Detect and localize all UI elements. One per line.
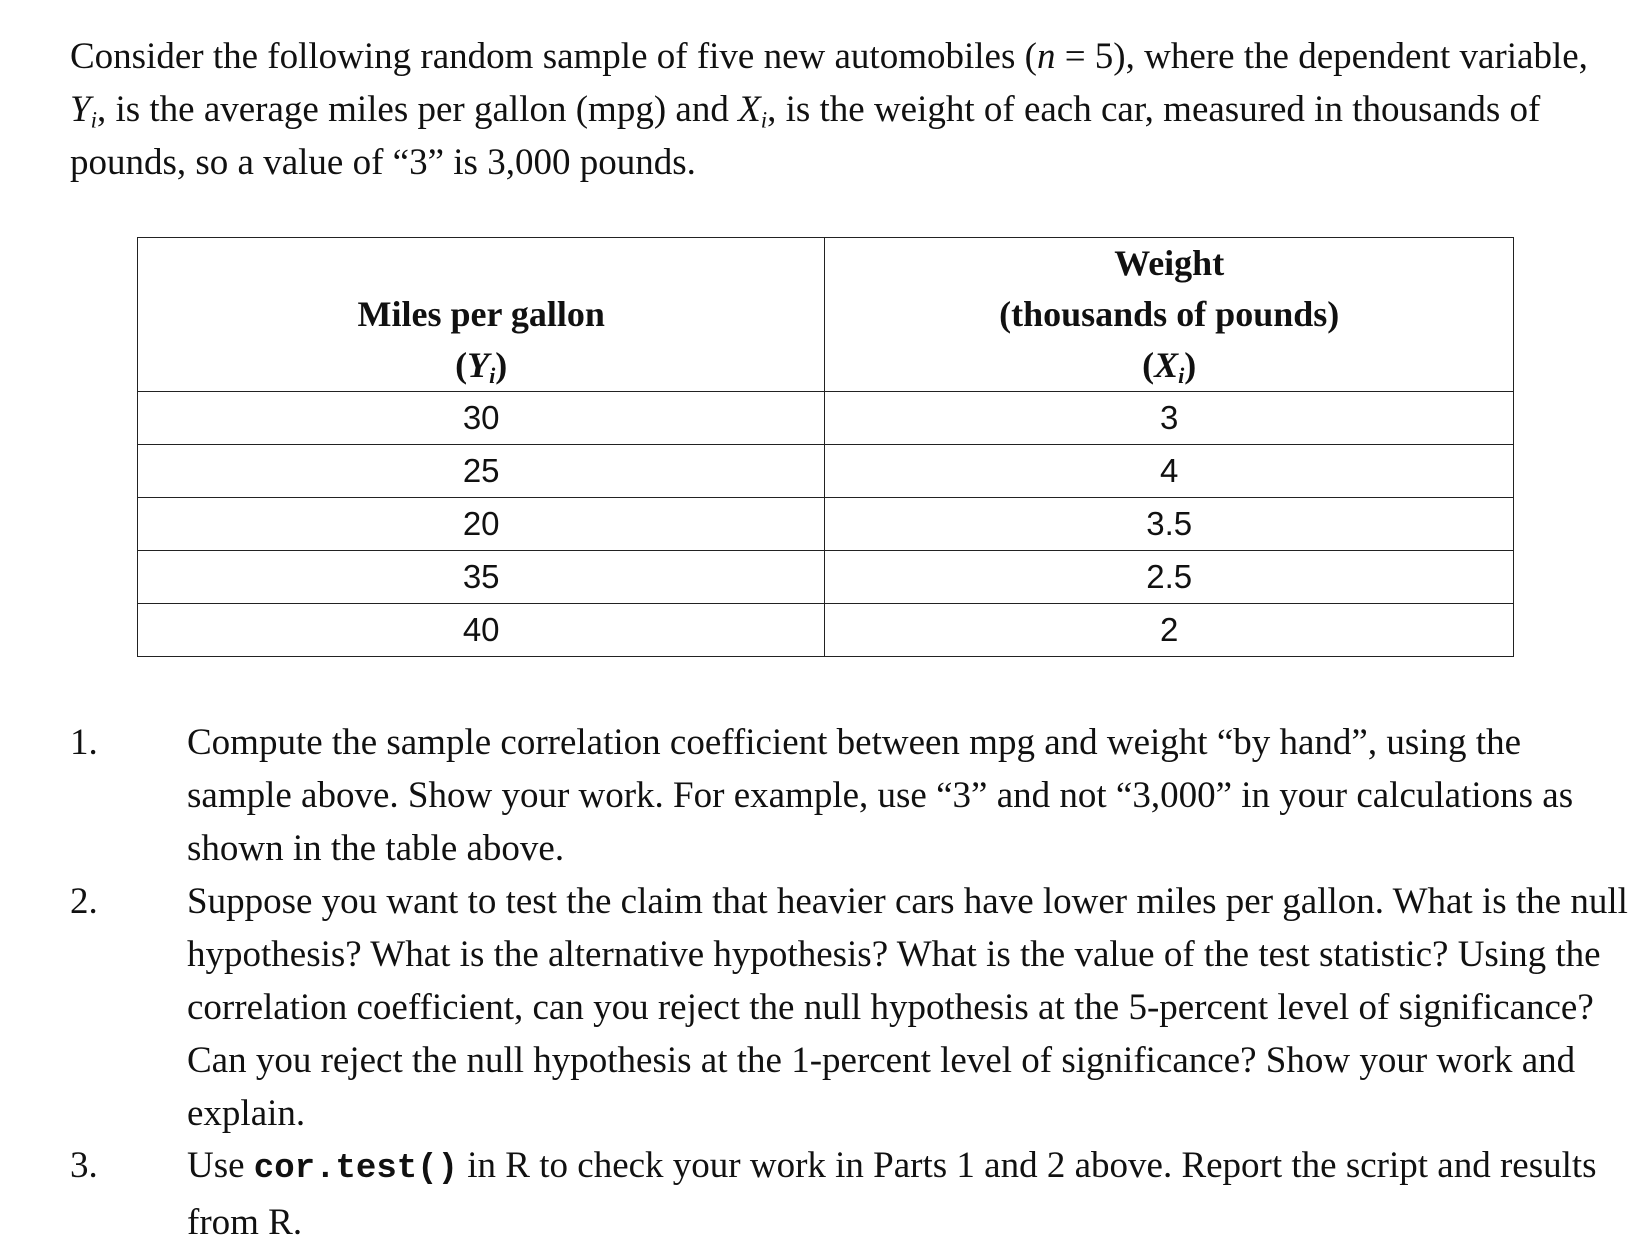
question-number: 1. xyxy=(70,722,98,763)
table-row xyxy=(138,445,1514,498)
table-row xyxy=(138,604,1514,657)
weight-header-symbol: $(X_i)$ xyxy=(1142,345,1197,389)
intro-text-2: = 5), where the dependent variable, xyxy=(1055,36,1588,77)
weight-cell: 3.5 xyxy=(825,498,1514,551)
mpg-header-symbol: $(Y_i)$ xyxy=(455,345,508,389)
question-2 xyxy=(70,875,1630,1140)
mpg-header-label: Miles per gallon xyxy=(357,294,605,334)
data-table xyxy=(137,237,1514,657)
y-subscript: i xyxy=(90,107,97,133)
weight-header-label: Weight xyxy=(1114,243,1225,283)
question-text: Suppose you want to test the claim that heavier cars have lower miles per gallon. What is the null hypothesis? What is the alternative hypothesis? What is the value of the test statistic? Using the correlation coefficient, can you reject the null hypothesis at the 5-percent level of significance? Can you reject the null hypothesis at the 1-percent level of significance? Show your work and explain. xyxy=(187,881,1628,1134)
mpg-cell: 40 xyxy=(138,604,825,657)
y-variable: Y xyxy=(70,89,91,130)
weight-cell: 4 xyxy=(825,445,1514,498)
question-number: 2. xyxy=(70,881,98,922)
mpg-cell: 25 xyxy=(138,445,825,498)
intro-text-1: Consider the following random sample of five new automobiles ( xyxy=(70,36,1037,77)
mpg-cell: 20 xyxy=(138,498,825,551)
question-text: Compute the sample correlation coefficient between mpg and weight “by hand”, using the sample above. Show your work. For example, use “3” and not “3,000” in your calculations as shown in the table above. xyxy=(187,722,1574,869)
mpg-column-header xyxy=(138,238,825,392)
sample-size-variable: n xyxy=(1036,36,1056,77)
question-3 xyxy=(70,1139,1630,1249)
mpg-cell: 35 xyxy=(138,551,825,604)
table-row xyxy=(138,498,1514,551)
weight-column-header xyxy=(825,238,1514,392)
table-header-row xyxy=(138,238,1514,392)
intro-text-3: , is the average miles per gallon (mpg) and xyxy=(96,89,739,130)
weight-cell: 3 xyxy=(825,392,1514,445)
table-row xyxy=(138,551,1514,604)
question-text: Use cor.test() in R to check your work in Parts 1 and 2 above. Report the script and results from R. xyxy=(187,1145,1597,1243)
mpg-cell: 30 xyxy=(138,392,825,445)
weight-cell: 2 xyxy=(825,604,1514,657)
intro-text-4: , is the weight of each car, measured in thousands of pounds, so a value of “3” is 3,000 pounds. xyxy=(70,89,1541,183)
x-subscript: i xyxy=(760,107,768,133)
table-row xyxy=(138,392,1514,445)
x-variable: X xyxy=(738,89,761,130)
weight-cell: 2.5 xyxy=(825,551,1514,604)
weight-header-unit: (thousands of pounds) xyxy=(999,294,1340,334)
intro-paragraph xyxy=(70,30,1630,189)
question-1 xyxy=(70,716,1630,875)
question-number: 3. xyxy=(70,1145,98,1186)
r-function-code: cor.test() xyxy=(253,1150,459,1188)
